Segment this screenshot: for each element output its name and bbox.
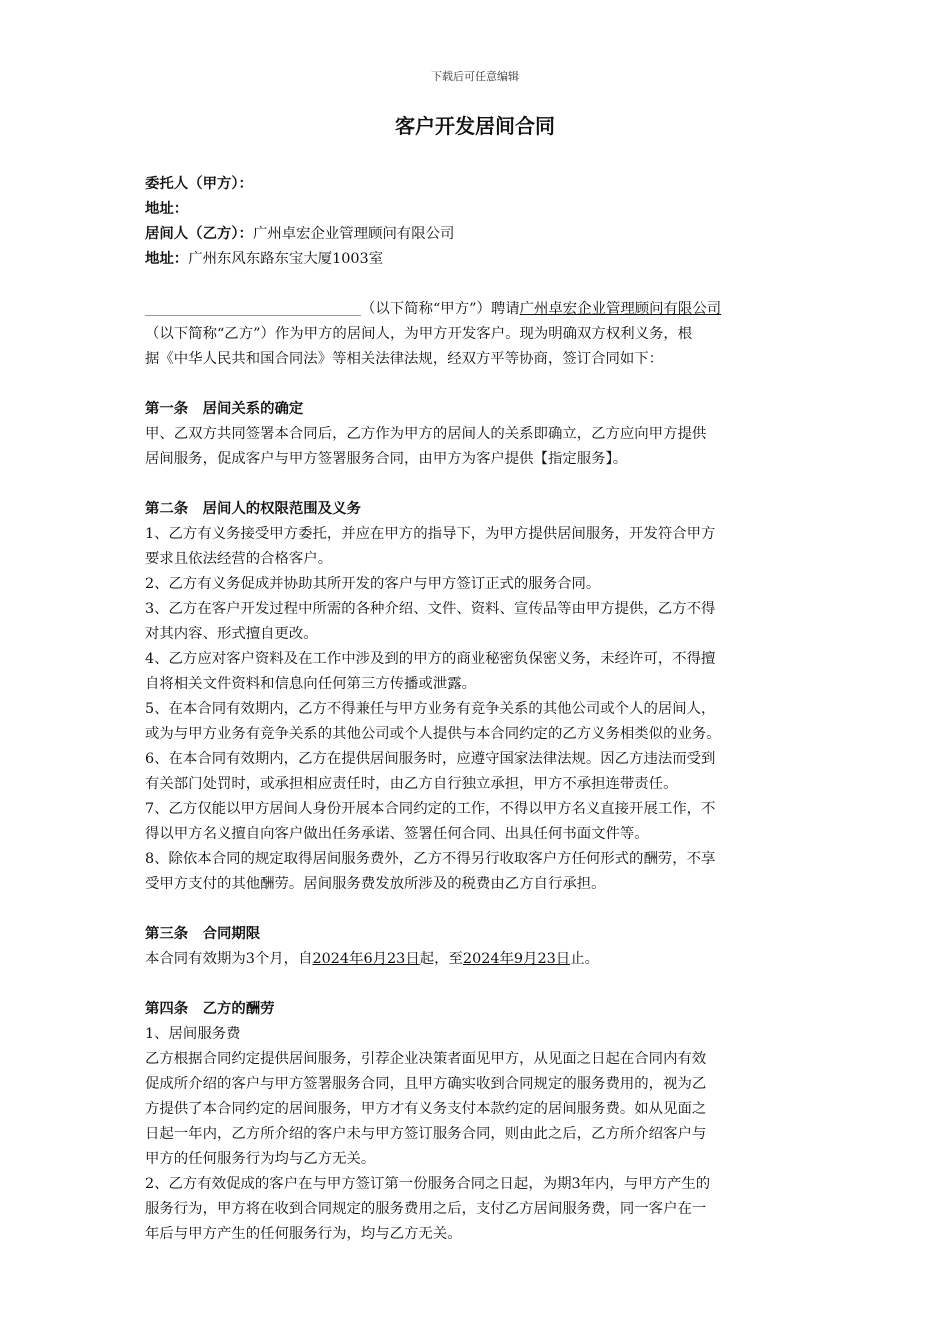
article4-line: 甲方的任何服务行为均与乙方无关。 [145,1151,376,1167]
article2-line: 2、乙方有义务促成并协助其所开发的客户与甲方签订正式的服务合同。 [145,576,601,592]
party-b-address-line [145,247,807,272]
article4-line: 服务行为，甲方将在收到合同规定的服务费用之后，支付乙方居间服务费，同一客户在一 [145,1201,707,1217]
article2-line: 7、乙方仅能以甲方居间人身份开展本合同约定的工作，不得以甲方名义直接开展工作，不 [145,801,716,817]
party-a-address-line [145,197,807,222]
article1-line: 甲、乙双方共同签署本合同后，乙方作为甲方的居间人的关系即确立，乙方应向甲方提供 [145,426,707,442]
article3-end-date: 2024年9月23日 [462,951,571,967]
article2-line: 受甲方支付的其他酬劳。居间服务费发放所涉及的税费由乙方自行承担。 [145,876,606,892]
article2-line: 得以甲方名义擅自向客户做出任务承诺、签署任何合同、出具任何书面文件等。 [145,826,649,842]
spacer [145,372,807,397]
article1-line: 居间服务，促成客户与甲方签署服务合同，由甲方为客户提供【指定服务】。 [145,451,628,467]
party-b-line [145,222,807,247]
article2-line: 5、在本合同有效期内，乙方不得兼任与甲方业务有竞争关系的其他公司或个人的居间人， [145,701,716,717]
intro-company: 广州卓宏企业管理顾问有限公司 [519,301,722,317]
article4-line: 2、乙方有效促成的客户在与甲方签订第一份服务合同之日起，为期3年内，与甲方产生的 [145,1176,711,1192]
party-a-line [145,172,807,197]
header-note: 下载后可任意编辑 [431,70,519,83]
article3-text-middle: 起，至 [419,951,463,967]
article4-line: 年后与甲方产生的任何服务行为，均与乙方无关。 [145,1226,462,1242]
document-title: 客户开发居间合同 [395,114,555,138]
intro-part1: （以下简称“甲方”）聘请 [361,301,520,317]
article3-line [145,947,807,972]
article2-line: 3、乙方在客户开发过程中所需的各种介绍、文件、资料、宣传品等由甲方提供，乙方不得 [145,601,716,617]
article3-text-before: 本合同有效期为3个月，自 [145,951,313,967]
article2-line: 1、乙方有义务接受甲方委托，并应在甲方的指导下，为甲方提供居间服务，开发符合甲方 [145,526,716,542]
article2-line: 要求且依法经营的合格客户。 [145,551,333,567]
article4-line: 乙方根据合同约定提供居间服务，引荐企业决策者面见甲方，从见面之日起在合同内有效 [145,1051,707,1067]
intro-line-1 [145,297,807,322]
article3-heading: 第三条 合同期限 [145,926,261,942]
party-b-label: 居间人（乙方）： [145,226,253,242]
article4-heading: 第四条 乙方的酬劳 [145,1001,275,1017]
spacer [145,897,807,922]
party-b-address: 广州东风东路东宝大厦1003室 [188,251,384,267]
article2-line: 或为与甲方业务有竞争关系的其他公司或个人提供与本合同约定的乙方义务相类似的业务。 [145,726,721,742]
spacer [145,272,807,297]
article2-line: 4、乙方应对客户资料及在工作中涉及到的甲方的商业秘密负保密义务，未经许可，不得擅 [145,651,716,667]
document-body [145,172,807,1247]
article2-line: 对其内容、形式擅自更改。 [145,626,318,642]
article2-line: 6、在本合同有效期内，乙方在提供居间服务时，应遵守国家法律法规。因乙方违法而受到 [145,751,716,767]
party-a-label: 委托人（甲方）： [145,176,253,192]
spacer [145,472,807,497]
article4-line: 促成所介绍的客户与甲方签署服务合同，且甲方确实收到合同规定的服务费用的，视为乙 [145,1076,707,1092]
article1-heading: 第一条 居间关系的确定 [145,401,304,417]
party-a-blank [145,299,361,316]
article2-line: 有关部门处罚时，或承担相应责任时，由乙方自行独立承担，甲方不承担连带责任。 [145,776,678,792]
article3-text-after: 止。 [570,951,599,967]
article2-heading: 第二条 居间人的权限范围及义务 [145,501,361,517]
article4-line: 方提供了本合同约定的居间服务，甲方才有义务支付本款约定的居间服务费。如从见面之 [145,1101,707,1117]
spacer [145,972,807,997]
intro-line-3: 据《中华人民共和国合同法》等相关法律法规，经双方平等协商，签订合同如下： [145,351,664,367]
party-b-address-label: 地址： [145,251,189,267]
article4-sub1: 1、居间服务费 [145,1026,241,1042]
party-b-name: 广州卓宏企业管理顾问有限公司 [252,226,455,242]
intro-line-2: （以下简称“乙方”）作为甲方的居间人，为甲方开发客户。现为明确双方权利义务，根 [145,326,693,342]
party-a-address-label: 地址： [145,201,189,217]
article2-line: 自将相关文件资料和信息向任何第三方传播或泄露。 [145,676,476,692]
article2-line: 8、除依本合同的规定取得居间服务费外，乙方不得另行收取客户方任何形式的酬劳，不享 [145,851,716,867]
article3-start-date: 2024年6月23日 [312,951,420,967]
article4-line: 日起一年内，乙方所介绍的客户未与甲方签订服务合同，则由此之后，乙方所介绍客户与 [145,1126,707,1142]
